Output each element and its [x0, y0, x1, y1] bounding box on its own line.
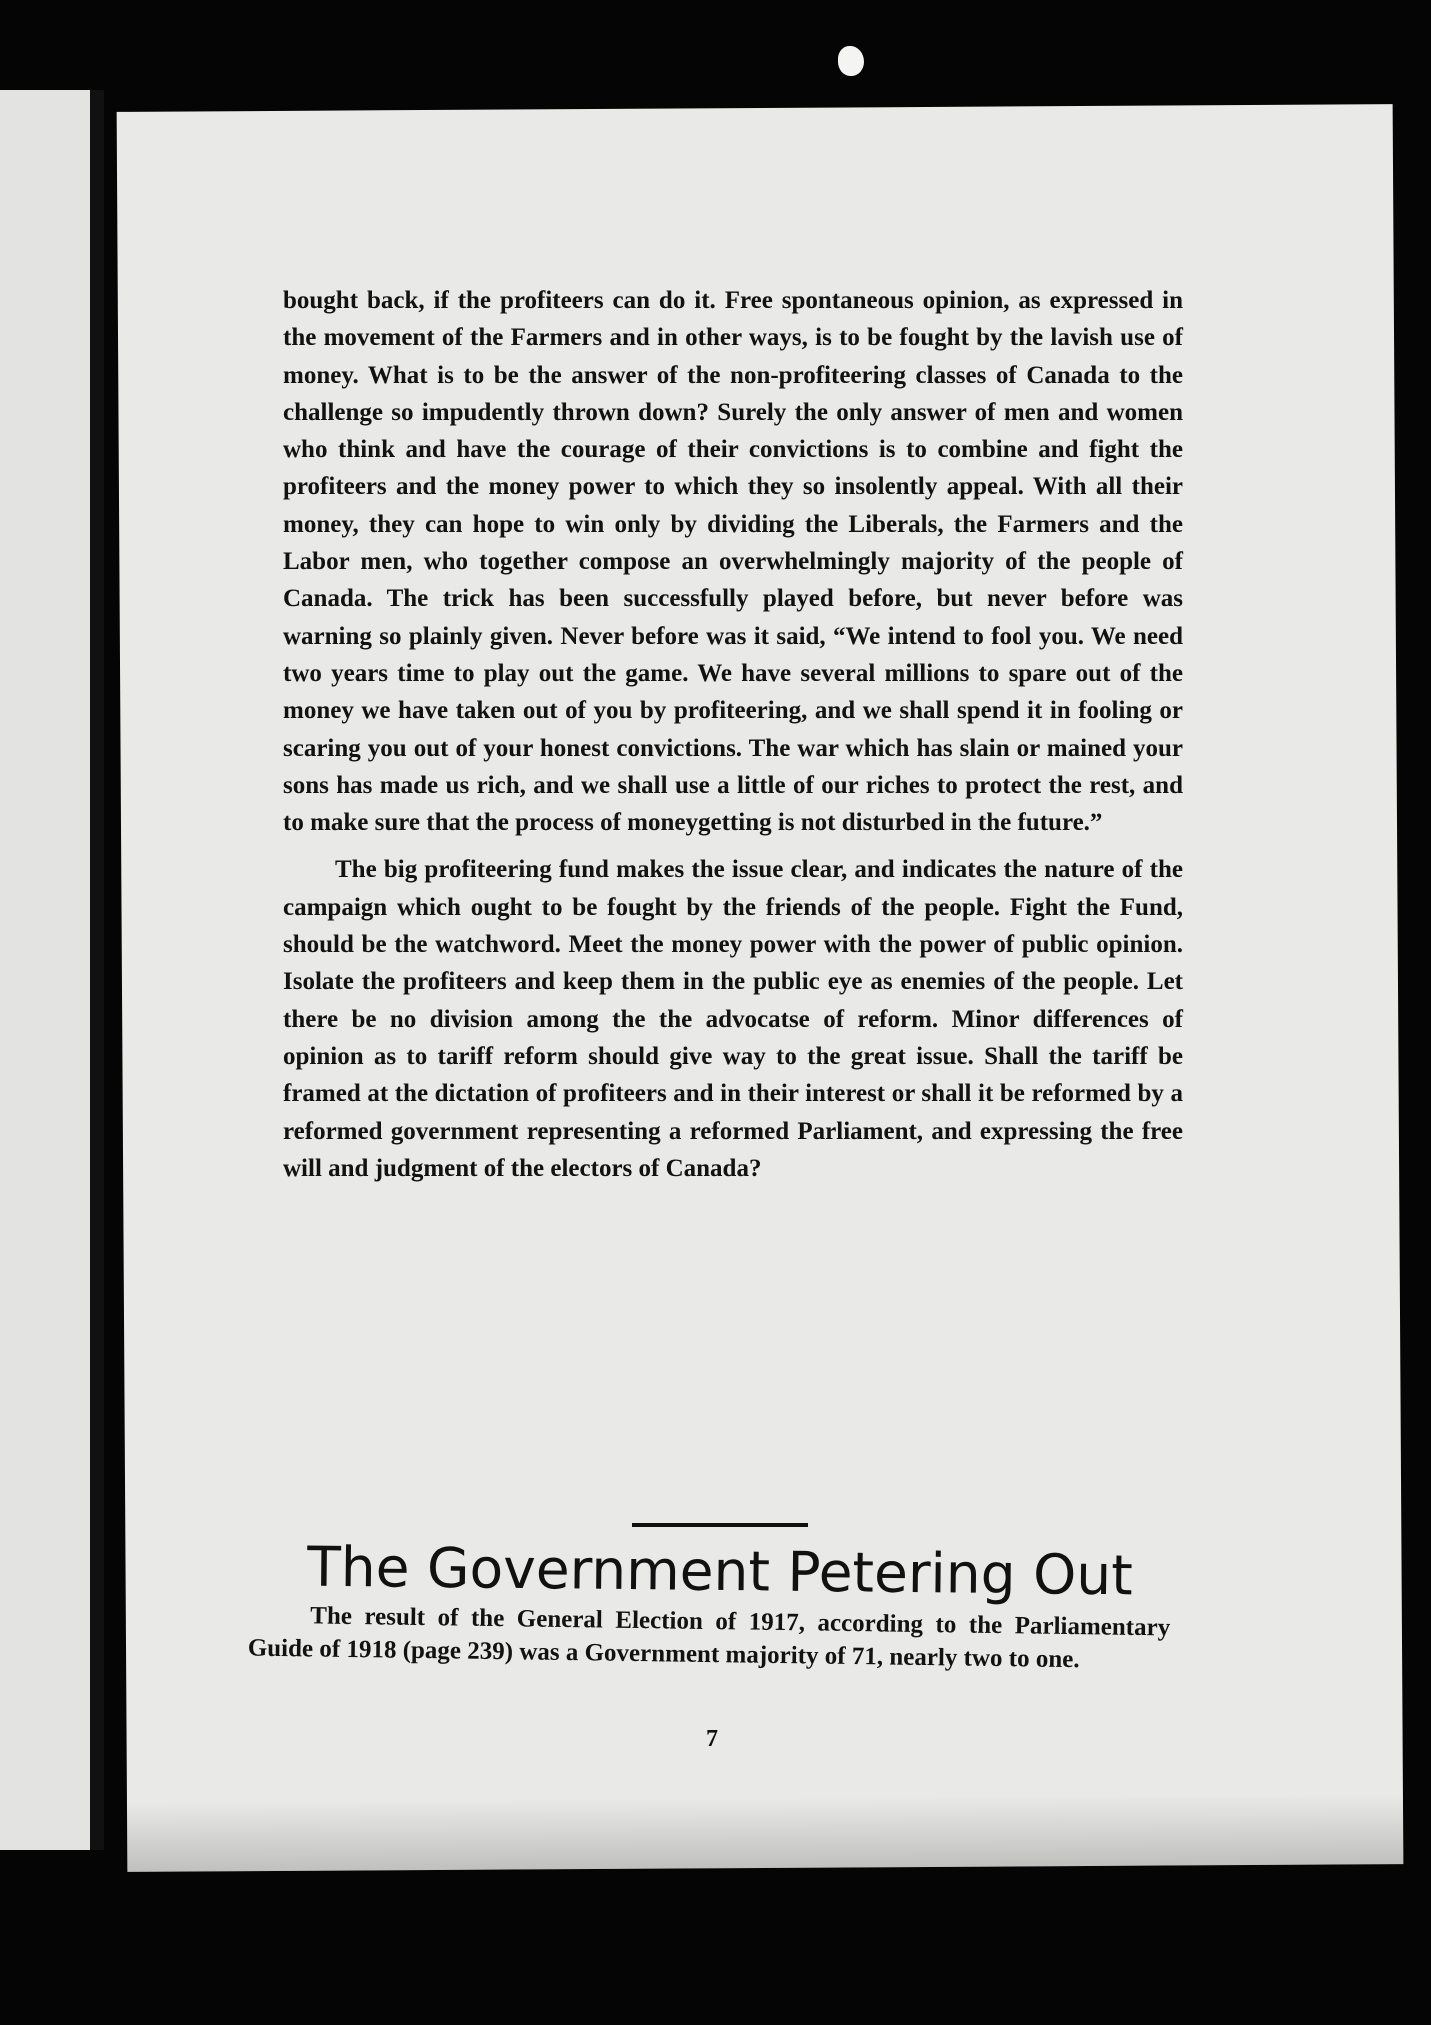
binding-gutter — [90, 90, 104, 1850]
body-paragraph: bought back, if the profiteers can do it. Free spontaneous opinion, as expressed in the movement of the Farmers and in other ways, is to be fought by the lavish use of money. What is to be the answer of the non-profiteering classes of Canada to the challenge so impudently thrown down? Surely the only answer of men and women who think and have the courage of their convictions is to combine and fight the profiteers and the money power to which they so insolently appeal. With all their money, they can hope to win only by dividing the Liberals, the Farmers and the Labor men, who together compose an overwhelmingly majority of the people of Canada. The trick has been successfully played before, but never before was warning so plainly given. Never before was it said, “We intend to fool you. We need two years time to play out the game. We have several millions to spare out of the money we have taken out of you by profiteering, and we shall spend it in fooling or scaring you out of your honest convictions. The war which has slain or mained your sons has made us rich, and we shall use a little of our riches to protect the rest, and to make sure that the process of moneygetting is not disturbed in the future.” — [283, 287, 1183, 837]
facing-page — [0, 90, 104, 1850]
body-paragraph: The big profiteering fund makes the issue clear, and indicates the nature of the campaign which ought to be fought by the friends of the people. Fight the Fund, should be the watchword. Meet the money power with the power of public opinion. Isolate the profiteers and keep them in the public eye as enemies of the people. Let there be no division among the the advocatse of reform. Minor differences of opinion as to tariff reform should give way to the great issue. Shall the tariff be framed at the dictation of profiteers and in their interest or shall it be reformed by a reformed government representing a reformed Parliament, and expressing the free will and judgment of the electors of Canada? — [283, 856, 1183, 1182]
body-text — [283, 282, 1183, 1187]
page-number: 7 — [706, 1726, 718, 1752]
punch-hole — [838, 46, 864, 76]
section-paragraph: The result of the General Election of 1917, according to the Parliamentary Guide of 1918 (page 239) was a Government majority of 71, nearly two to one. — [247, 1602, 1171, 1674]
page-edge-shading — [127, 1794, 1403, 1872]
section-divider — [632, 1523, 808, 1527]
section-heading: The Government Petering Out — [306, 1534, 1134, 1608]
